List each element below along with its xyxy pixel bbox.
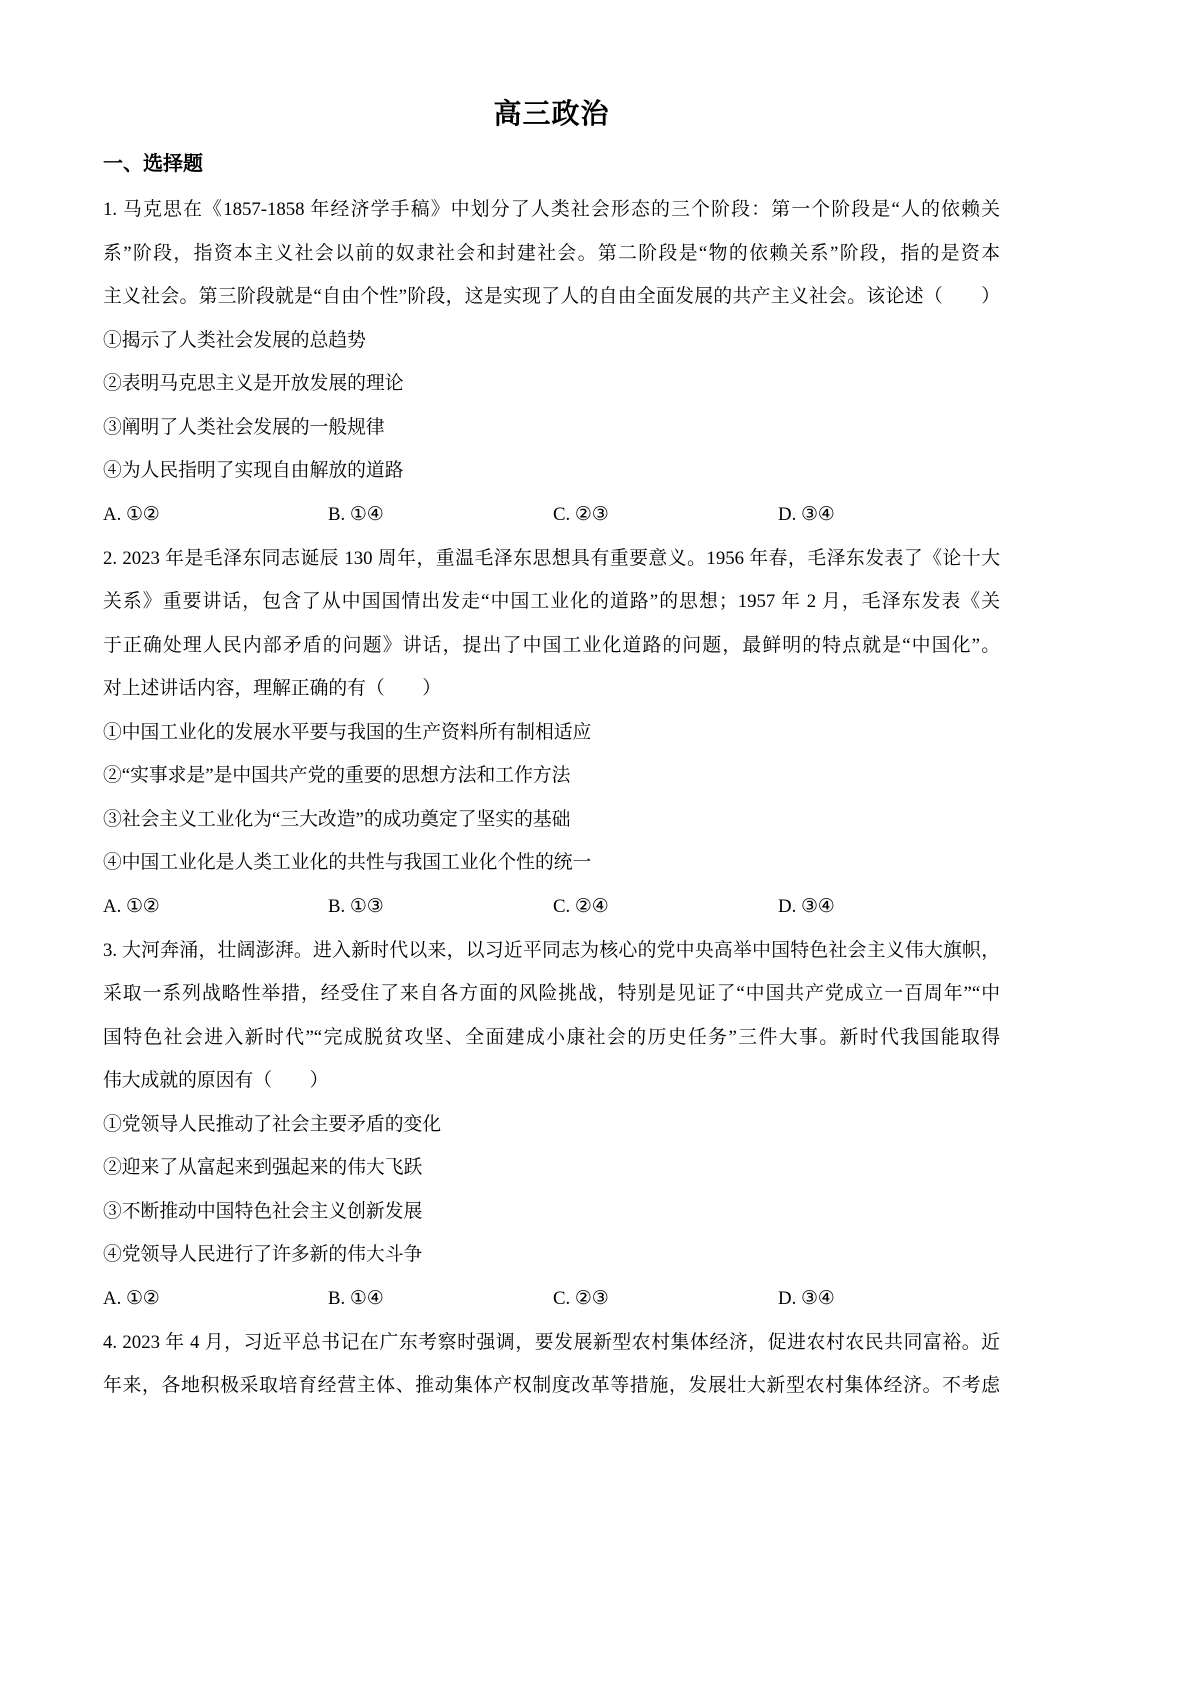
question-1	[103, 188, 1000, 537]
question-stem-line: 采取一系列战略性举措，经受住了来自各方面的风险挑战，特别是见证了“中国共产党成立一百周年”“中	[103, 983, 1000, 1004]
statement-item: ④为人民指明了实现自由解放的道路	[103, 460, 404, 481]
answer-choice-b: B. ①④	[328, 503, 384, 525]
question-stem-line: 年来，各地积极采取培育经营主体、推动集体产权制度改革等措施，发展壮大新型农村集体经济。不考虑	[103, 1375, 1000, 1396]
answer-choices	[103, 885, 1000, 929]
answer-choices	[103, 493, 1000, 537]
answer-choice-b: B. ①④	[328, 1287, 384, 1309]
statement-item: ①党领导人民推动了社会主要矛盾的变化	[103, 1113, 442, 1135]
question-stem-line: 系”阶段，指资本主义社会以前的奴隶社会和封建社会。第二阶段是“物的依赖关系”阶段，指的是资本	[103, 242, 1000, 264]
statement-item: ④中国工业化是人类工业化的共性与我国工业化个性的统一	[103, 852, 592, 873]
answer-choice-a: A. ①②	[103, 503, 160, 525]
question-stem-line: 3. 大河奔涌，壮阔澎湃。进入新时代以来，以习近平同志为核心的党中央高举中国特色社会主义伟大旗帜，	[103, 939, 1000, 961]
question-stem-line: 关系》重要讲话，包含了从中国国情出发走“中国工业化的道路”的思想；1957 年 2 月，毛泽东发表《关	[103, 591, 1000, 612]
answer-choice-b: B. ①③	[328, 895, 384, 917]
question-stem-line: 4. 2023 年 4 月，习近平总书记在广东考察时强调，要发展新型农村集体经济，促进农村农民共同富裕。近	[103, 1331, 1000, 1353]
statement-item: ②“实事求是”是中国共产党的重要的思想方法和工作方法	[103, 765, 571, 786]
answer-choice-c: C. ②④	[553, 895, 609, 917]
statement-item: ①中国工业化的发展水平要与我国的生产资料所有制相适应	[103, 721, 592, 743]
statement-item: ③不断推动中国特色社会主义创新发展	[103, 1200, 423, 1222]
page-content	[103, 0, 1000, 1408]
statement-item: ①揭示了人类社会发展的总趋势	[103, 329, 366, 351]
question-stem-line: 伟大成就的原因有（ ）	[103, 1070, 329, 1091]
question-stem-line: 1. 马克思在《1857-1858 年经济学手稿》中划分了人类社会形态的三个阶段：第一个阶段是“人的依赖关	[103, 199, 1000, 220]
statement-item: ③社会主义工业化为“三大改造”的成功奠定了坚实的基础	[103, 808, 571, 830]
question-stem-line: 于正确处理人民内部矛盾的问题》讲话，提出了中国工业化道路的问题，最鲜明的特点就是“中国化”。	[103, 634, 1000, 656]
answer-choice-c: C. ②③	[553, 1287, 609, 1309]
question-stem-line: 主义社会。第三阶段就是“自由个性”阶段，这是实现了人的自由全面发展的共产主义社会。该论述（ ）	[103, 286, 1000, 307]
answer-choices	[103, 1277, 1000, 1321]
statement-item: ②表明马克思主义是开放发展的理论	[103, 373, 404, 394]
answer-choice-c: C. ②③	[553, 503, 609, 525]
statement-item: ④党领导人民进行了许多新的伟大斗争	[103, 1244, 423, 1265]
section-heading: 一、选择题	[103, 153, 203, 175]
question-stem-line: 对上述讲话内容，理解正确的有（ ）	[103, 678, 442, 699]
answer-choice-d: D. ③④	[778, 1287, 835, 1309]
question-4	[103, 1321, 1000, 1408]
statement-item: ③阐明了人类社会发展的一般规律	[103, 416, 385, 438]
question-stem-line: 国特色社会进入新时代”“完成脱贫攻坚、全面建成小康社会的历史任务”三件大事。新时代我国能取得	[103, 1026, 1000, 1048]
question-stem-line: 2. 2023 年是毛泽东同志诞辰 130 周年，重温毛泽东思想具有重要意义。1956 年春，毛泽东发表了《论十大	[103, 547, 1000, 569]
question-2	[103, 537, 1000, 929]
page-title: 高三政治	[493, 99, 610, 130]
answer-choice-a: A. ①②	[103, 1287, 160, 1309]
answer-choice-d: D. ③④	[778, 503, 835, 525]
answer-choice-d: D. ③④	[778, 895, 835, 917]
statement-item: ②迎来了从富起来到强起来的伟大飞跃	[103, 1157, 423, 1178]
answer-choice-a: A. ①②	[103, 895, 160, 917]
question-3	[103, 929, 1000, 1321]
